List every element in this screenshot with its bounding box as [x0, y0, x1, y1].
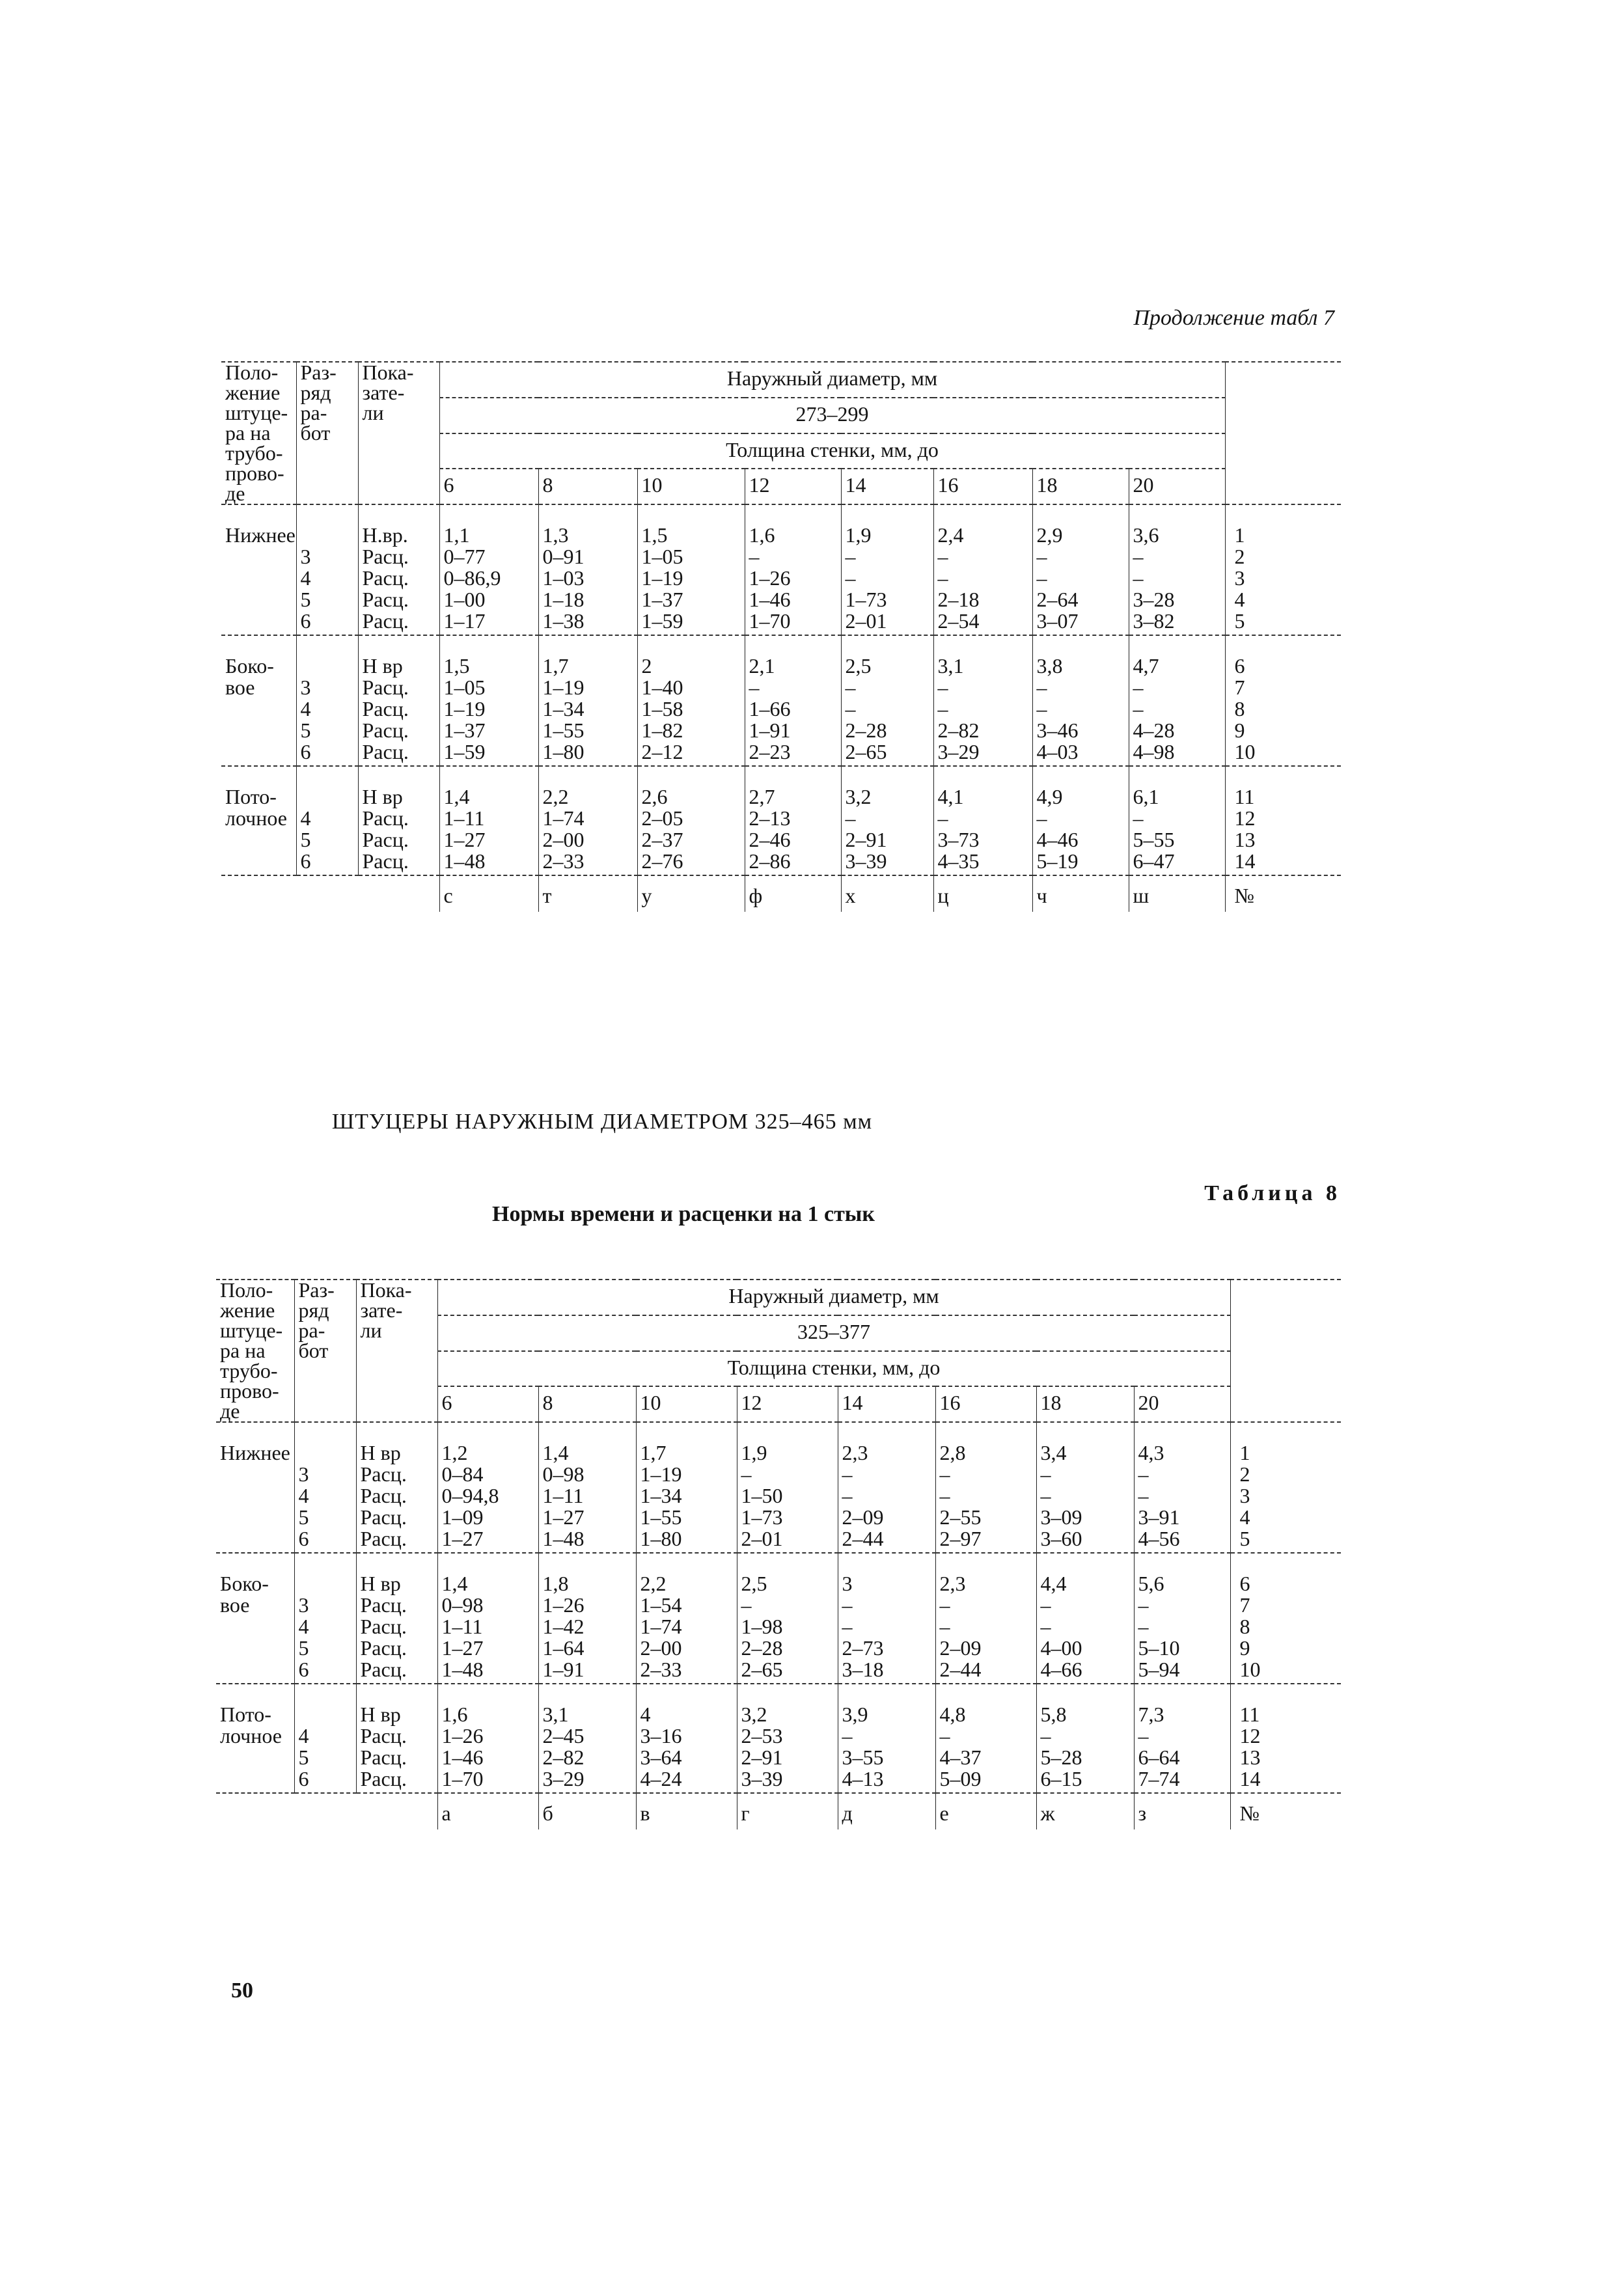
value-cell: 2,5 – 1–98 2–28 2–65	[737, 1553, 838, 1684]
row-numbers: 6 7 8 9 10	[1230, 1553, 1341, 1684]
value-cell: 3,9 – 3–55 4–13	[838, 1684, 935, 1793]
column-letter: у	[637, 875, 745, 912]
value-cell: 1,6 1–26 1–46 1–70	[437, 1684, 538, 1793]
thickness-label: 20	[1134, 1386, 1230, 1422]
row-indicators: Н вр Расц. Расц. Расц. Расц.	[356, 1553, 437, 1684]
value-cell: 5,6 – – 5–10 5–94	[1134, 1553, 1230, 1684]
continuation-caption: Продолжение табл 7	[1133, 306, 1334, 330]
thickness-label: 18	[1032, 469, 1129, 504]
table-row	[216, 1684, 1341, 1793]
value-cell: 3,6 – – 3–28 3–82	[1129, 504, 1225, 635]
table-row	[221, 504, 1341, 635]
section-title: ШТУЦЕРЫ НАРУЖНЫМ ДИАМЕТРОМ 325–465 мм	[331, 1110, 873, 1134]
head-thickness: Толщина стенки, мм, до	[437, 1351, 1230, 1387]
value-cell: 1,7 1–19 1–34 1–55 1–80	[538, 635, 637, 766]
value-cell: 1,2 0–84 0–94,8 1–09 1–27	[437, 1422, 538, 1553]
thickness-label: 18	[1036, 1386, 1134, 1422]
table-row	[216, 1422, 1341, 1553]
value-cell: 1,5 1–05 1–19 1–37 1–59	[637, 504, 745, 635]
row-position: Боко- вое	[216, 1553, 294, 1684]
value-cell: 2 1–40 1–58 1–82 2–12	[637, 635, 745, 766]
value-cell: 1,5 1–05 1–19 1–37 1–59	[439, 635, 538, 766]
value-cell: 2,3 – – 2–09 2–44	[935, 1553, 1036, 1684]
value-cell: 3 – – 2–73 3–18	[838, 1553, 935, 1684]
value-cell: 6,1 – 5–55 6–47	[1129, 766, 1225, 875]
thickness-label: 14	[841, 469, 933, 504]
thickness-label: 6	[439, 469, 538, 504]
value-cell: 2,2 1–74 2–00 2–33	[538, 766, 637, 875]
row-grades: 4 5 6	[294, 1684, 356, 1793]
column-letter: б	[538, 1793, 636, 1829]
head-position: Поло- жение штуце- ра на трубо- прово- де	[221, 362, 296, 504]
row-indicators: Н.вр. Расц. Расц. Расц. Расц.	[358, 504, 439, 635]
row-position: Пото- лочное	[221, 766, 296, 875]
row-grades: 3 4 5 6	[294, 1422, 356, 1553]
value-cell: 2,8 – – 2–55 2–97	[935, 1422, 1036, 1553]
row-grades: 3 4 5 6	[294, 1553, 356, 1684]
head-indicators: Пока- зате- ли	[356, 1280, 437, 1422]
row-grades: 4 5 6	[296, 766, 358, 875]
row-indicators: Н вр Расц. Расц. Расц. Расц.	[356, 1422, 437, 1553]
table-footer	[221, 875, 1341, 912]
row-numbers: 6 7 8 9 10	[1225, 635, 1341, 766]
row-position: Нижнее	[221, 504, 296, 635]
value-cell: 4,7 – – 4–28 4–98	[1129, 635, 1225, 766]
thickness-label: 16	[935, 1386, 1036, 1422]
table-8	[216, 1279, 1341, 1829]
row-numbers: 1 2 3 4 5	[1230, 1422, 1341, 1553]
value-cell: 1,4 0–98 1–11 1–27 1–48	[437, 1553, 538, 1684]
table-7-continued	[221, 361, 1341, 912]
value-cell: 5,8 – 5–28 6–15	[1036, 1684, 1134, 1793]
value-cell: 1,1 0–77 0–86,9 1–00 1–17	[439, 504, 538, 635]
value-cell: 2,2 1–54 1–74 2–00 2–33	[636, 1553, 737, 1684]
thickness-label: 16	[933, 469, 1032, 504]
table-row	[221, 766, 1341, 875]
row-numbers: 1 2 3 4 5	[1225, 504, 1341, 635]
thickness-label: 6	[437, 1386, 538, 1422]
column-letter: а	[437, 1793, 538, 1829]
value-cell: 4,8 – 4–37 5–09	[935, 1684, 1036, 1793]
thickness-label: 10	[637, 469, 745, 504]
column-letter: е	[935, 1793, 1036, 1829]
value-cell: 1,9 – 1–50 1–73 2–01	[737, 1422, 838, 1553]
thickness-label: 14	[838, 1386, 935, 1422]
row-grades: 3 4 5 6	[296, 504, 358, 635]
value-cell: 2,7 2–13 2–46 2–86	[745, 766, 841, 875]
value-cell: 4,3 – – 3–91 4–56	[1134, 1422, 1230, 1553]
number-column-label: №	[1230, 1793, 1341, 1829]
table-8-title: Нормы времени и расценки на 1 стык	[492, 1202, 875, 1226]
value-cell: 2,5 – – 2–28 2–65	[841, 635, 933, 766]
value-cell: 4 3–16 3–64 4–24	[636, 1684, 737, 1793]
thickness-label: 12	[737, 1386, 838, 1422]
value-cell: 3,1 – – 2–82 3–29	[933, 635, 1032, 766]
column-letter: д	[838, 1793, 935, 1829]
head-grade: Раз- ряд ра- бот	[296, 362, 358, 504]
row-position: Нижнее	[216, 1422, 294, 1553]
thickness-label: 20	[1129, 469, 1225, 504]
column-letter: в	[636, 1793, 737, 1829]
value-cell: 1,6 – 1–26 1–46 1–70	[745, 504, 841, 635]
value-cell: 2,1 – 1–66 1–91 2–23	[745, 635, 841, 766]
column-letter: с	[439, 875, 538, 912]
page-number: 50	[231, 1979, 253, 2003]
column-letter: ф	[745, 875, 841, 912]
value-cell: 1,9 – – 1–73 2–01	[841, 504, 933, 635]
thickness-label: 10	[636, 1386, 737, 1422]
column-letter: х	[841, 875, 933, 912]
table-footer	[216, 1793, 1341, 1829]
thickness-label: 8	[538, 469, 637, 504]
value-cell: 2,9 – – 2–64 3–07	[1032, 504, 1129, 635]
row-position: Пото- лочное	[216, 1684, 294, 1793]
row-indicators: Н вр Расц. Расц. Расц. Расц.	[358, 635, 439, 766]
row-indicators: Н вр Расц. Расц. Расц.	[356, 1684, 437, 1793]
head-diameter: Наружный диаметр, мм	[439, 362, 1225, 398]
table-row	[221, 635, 1341, 766]
head-grade: Раз- ряд ра- бот	[294, 1280, 356, 1422]
table-row	[216, 1553, 1341, 1684]
column-letter: т	[538, 875, 637, 912]
value-cell: 1,4 0–98 1–11 1–27 1–48	[538, 1422, 636, 1553]
row-position: Боко- вое	[221, 635, 296, 766]
head-range: 325–377	[437, 1315, 1230, 1351]
head-indicators: Пока- зате- ли	[358, 362, 439, 504]
column-letter: ж	[1036, 1793, 1134, 1829]
value-cell: 3,2 – 2–91 3–39	[841, 766, 933, 875]
value-cell: 1,3 0–91 1–03 1–18 1–38	[538, 504, 637, 635]
value-cell: 1,7 1–19 1–34 1–55 1–80	[636, 1422, 737, 1553]
column-letter: ч	[1032, 875, 1129, 912]
value-cell: 7,3 – 6–64 7–74	[1134, 1684, 1230, 1793]
number-column-label: №	[1225, 875, 1341, 912]
column-letter: ш	[1129, 875, 1225, 912]
value-cell: 4,4 – – 4–00 4–66	[1036, 1553, 1134, 1684]
value-cell: 2,4 – – 2–18 2–54	[933, 504, 1032, 635]
value-cell: 3,4 – – 3–09 3–60	[1036, 1422, 1134, 1553]
column-letter: г	[737, 1793, 838, 1829]
value-cell: 3,8 – – 3–46 4–03	[1032, 635, 1129, 766]
value-cell: 3,2 2–53 2–91 3–39	[737, 1684, 838, 1793]
row-numbers: 11 12 13 14	[1230, 1684, 1341, 1793]
table-8-label: Таблица 8	[1204, 1181, 1341, 1205]
value-cell: 1,8 1–26 1–42 1–64 1–91	[538, 1553, 636, 1684]
column-letter: ц	[933, 875, 1032, 912]
head-range: 273–299	[439, 398, 1225, 433]
value-cell: 4,1 – 3–73 4–35	[933, 766, 1032, 875]
value-cell: 3,1 2–45 2–82 3–29	[538, 1684, 636, 1793]
value-cell: 1,4 1–11 1–27 1–48	[439, 766, 538, 875]
value-cell: 2,3 – – 2–09 2–44	[838, 1422, 935, 1553]
head-thickness: Толщина стенки, мм, до	[439, 433, 1225, 469]
row-indicators: Н вр Расц. Расц. Расц.	[358, 766, 439, 875]
value-cell: 2,6 2–05 2–37 2–76	[637, 766, 745, 875]
value-cell: 4,9 – 4–46 5–19	[1032, 766, 1129, 875]
head-diameter: Наружный диаметр, мм	[437, 1280, 1230, 1315]
column-letter: з	[1134, 1793, 1230, 1829]
thickness-label: 8	[538, 1386, 636, 1422]
row-grades: 3 4 5 6	[296, 635, 358, 766]
thickness-label: 12	[745, 469, 841, 504]
head-position: Поло- жение штуце- ра на трубо- прово- де	[216, 1280, 294, 1422]
row-numbers: 11 12 13 14	[1225, 766, 1341, 875]
